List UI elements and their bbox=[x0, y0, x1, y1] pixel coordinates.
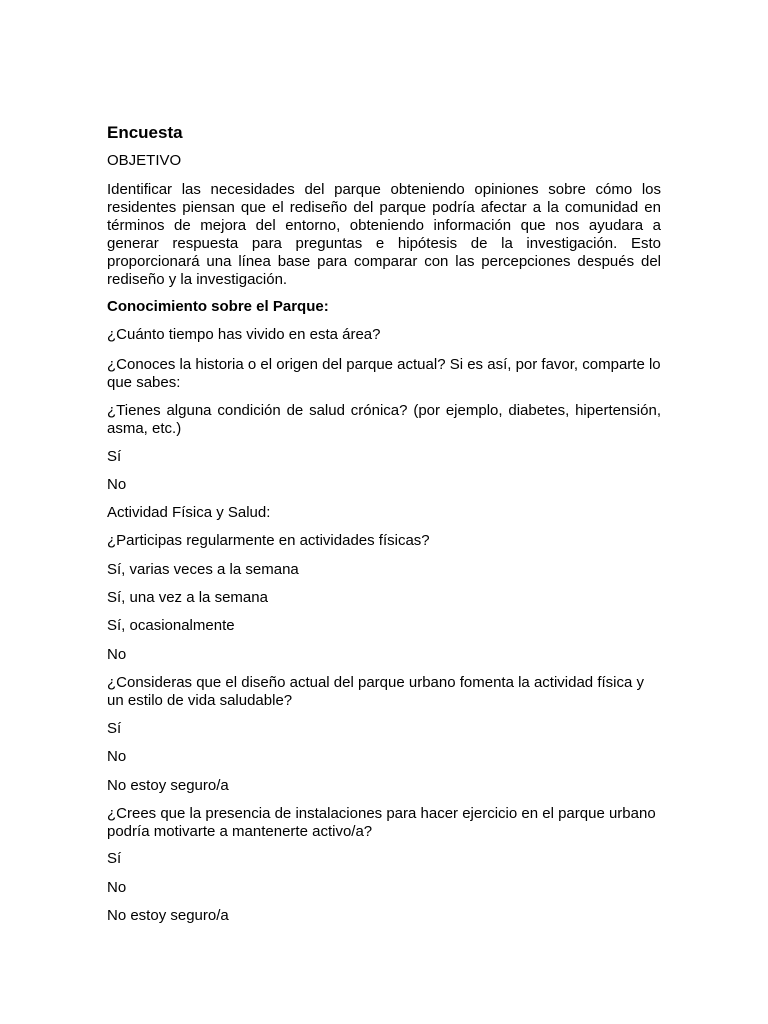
question-5-option-unsure: No estoy seguro/a bbox=[107, 777, 229, 794]
document-title: Encuesta bbox=[107, 123, 183, 142]
question-4-option-4: No bbox=[107, 646, 127, 663]
question-3-option-no: No bbox=[107, 476, 127, 493]
question-6-option-no: No bbox=[107, 879, 127, 896]
question-6-option-si: Sí bbox=[107, 850, 122, 867]
objective-heading: OBJETIVO bbox=[107, 152, 182, 169]
question-4-option-1: Sí, varias veces a la semana bbox=[107, 561, 299, 578]
question-5-option-si: Sí bbox=[107, 720, 122, 737]
question-4: ¿Participas regularmente en actividades físicas? bbox=[107, 532, 430, 549]
question-6-option-unsure: No estoy seguro/a bbox=[107, 907, 229, 924]
question-5-option-no: No bbox=[107, 748, 127, 765]
objective-text: Identificar las necesidades del parque obteniendo opiniones sobre cómo los residentes piensan que el rediseño del parque podría afectar a la comunidad en términos de mejora del entorno, obteniendo información que nos ayudara a generar respuesta para preguntas e hipótesis de la investigación. Esto proporcionará una línea base para comparar con las percepciones después del rediseño y la investigación. bbox=[107, 181, 661, 288]
question-3: ¿Tienes alguna condición de salud crónica? (por ejemplo, diabetes, hipertensión, asma, etc.) bbox=[107, 402, 661, 437]
question-2: ¿Conoces la historia o el origen del parque actual? Si es así, por favor, comparte lo que sabes: bbox=[107, 356, 661, 391]
section-heading-park-knowledge: Conocimiento sobre el Parque: bbox=[107, 298, 329, 315]
question-3-option-si: Sí bbox=[107, 448, 122, 465]
question-4-option-3: Sí, ocasionalmente bbox=[107, 617, 235, 634]
question-6: ¿Crees que la presencia de instalaciones para hacer ejercicio en el parque urbano podría motivarte a mantenerte activo/a? bbox=[107, 805, 656, 840]
question-1: ¿Cuánto tiempo has vivido en esta área? bbox=[107, 326, 381, 343]
section-heading-physical-activity: Actividad Física y Salud: bbox=[107, 504, 271, 521]
question-5: ¿Consideras que el diseño actual del parque urbano fomenta la actividad física y un estilo de vida saludable? bbox=[107, 674, 644, 709]
question-4-option-2: Sí, una vez a la semana bbox=[107, 589, 268, 606]
